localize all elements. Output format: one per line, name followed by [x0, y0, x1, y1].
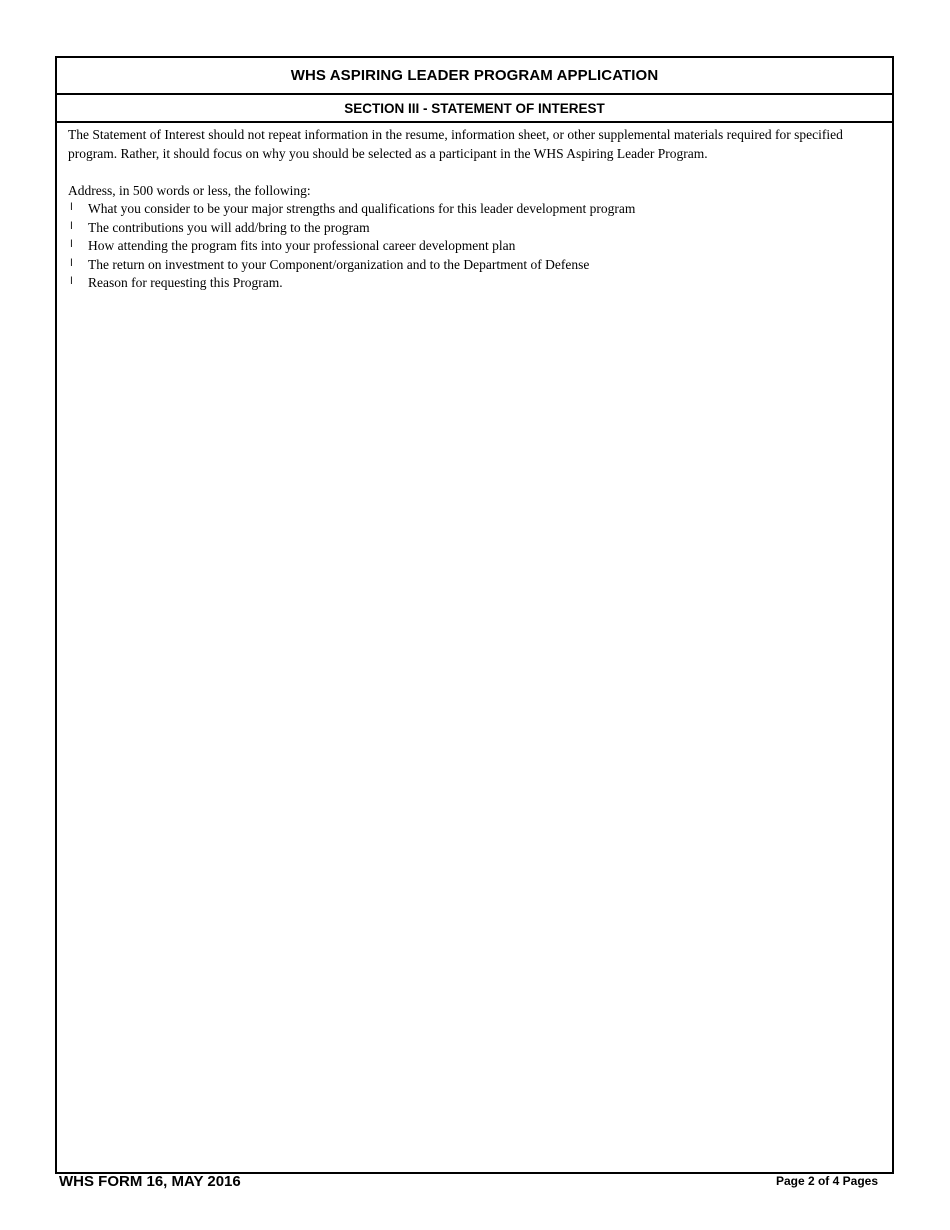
- bullet-icon: l: [70, 239, 73, 250]
- intro-text: The Statement of Interest should not repeat information in the resume, information sheet, or other supplemental materials required for specified program. Rather, it should focus on why you should be selected as a participant in the WHS Aspiring Leader Program.: [68, 127, 843, 161]
- list-item: [57, 256, 882, 275]
- section-title: SECTION III - STATEMENT OF INTEREST: [57, 95, 892, 123]
- criteria-list: [57, 200, 882, 293]
- instructions-block: [57, 123, 892, 293]
- bullet-icon: l: [70, 276, 73, 287]
- criteria-text: The contributions you will add/bring to the program: [88, 219, 370, 235]
- criteria-text: How attending the program fits into your professional career development plan: [88, 238, 516, 253]
- prompt-text: Address, in 500 words or less, the following:: [68, 182, 311, 198]
- criteria-text: The return on investment to your Component/organization and to the Department of Defense: [88, 256, 590, 272]
- statement-response-field[interactable]: [57, 298, 892, 1172]
- list-item: [57, 274, 882, 293]
- form-title: WHS ASPIRING LEADER PROGRAM APPLICATION: [57, 58, 892, 95]
- form-frame: [55, 56, 894, 1174]
- bullet-icon: l: [70, 257, 73, 269]
- form-id: WHS FORM 16, MAY 2016: [59, 1173, 241, 1190]
- list-item: [57, 200, 882, 219]
- list-item: [57, 219, 882, 238]
- bullet-icon: l: [70, 220, 73, 232]
- criteria-text: Reason for requesting this Program.: [88, 275, 283, 290]
- list-item: [57, 237, 882, 256]
- criteria-text: What you consider to be your major strengths and qualifications for this leader development program: [88, 201, 636, 216]
- page-number: Page 2 of 4 Pages: [775, 1174, 878, 1188]
- bullet-icon: l: [70, 202, 73, 213]
